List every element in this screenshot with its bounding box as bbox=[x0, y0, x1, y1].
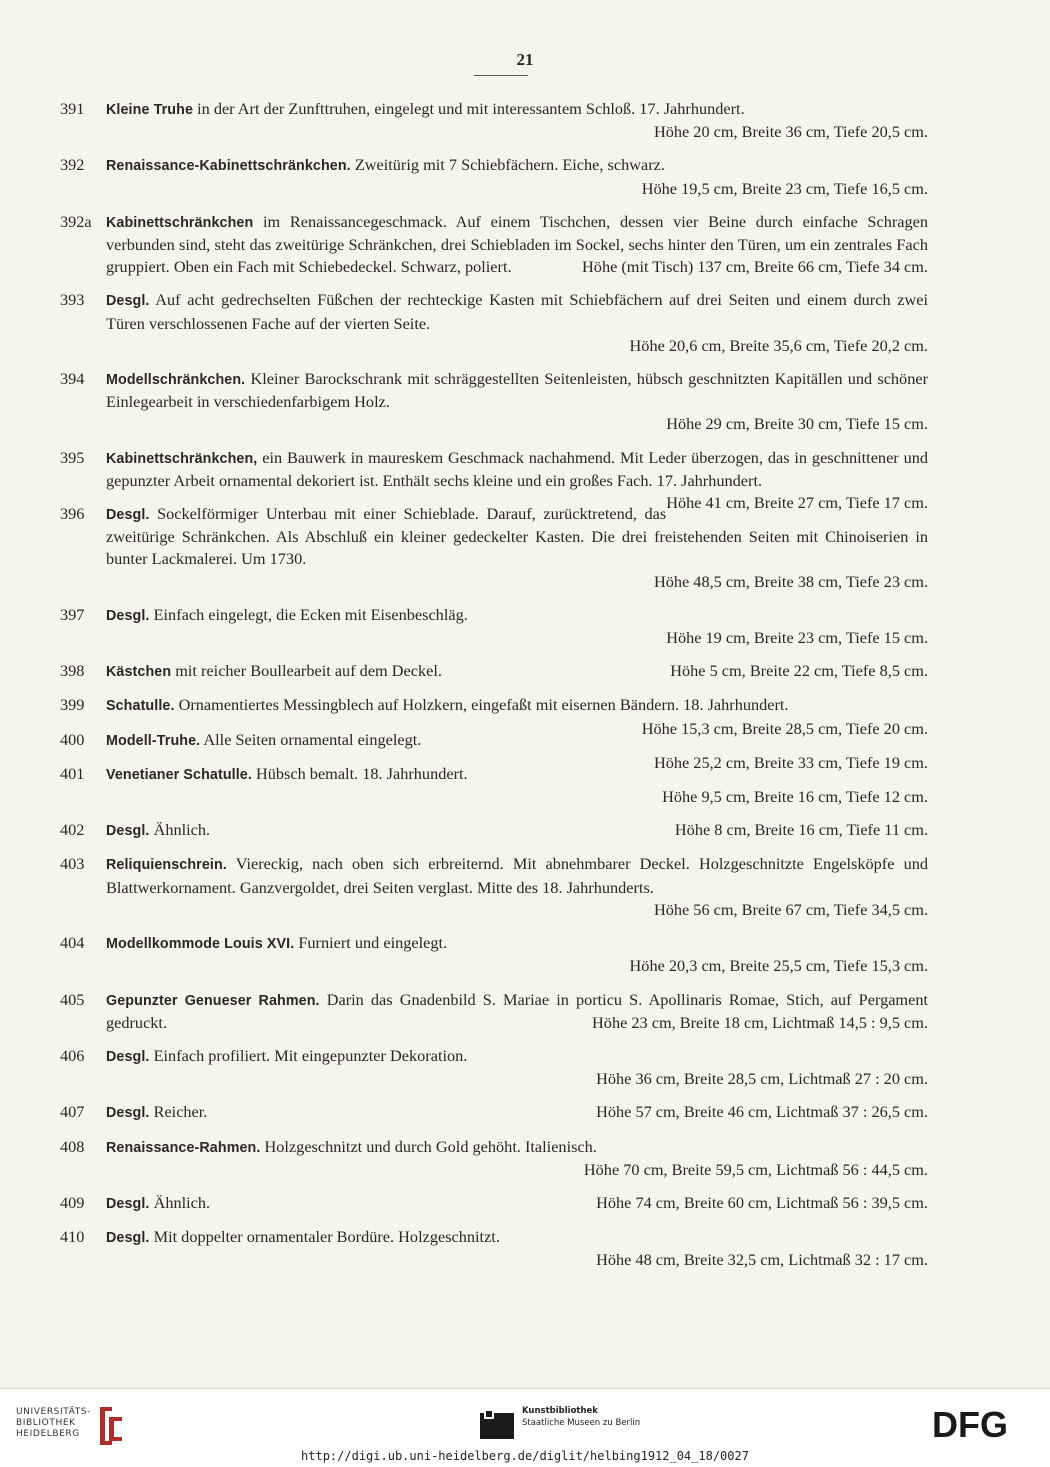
catalog-entry bbox=[60, 729, 928, 772]
entry-number: 396 bbox=[60, 504, 85, 524]
page-number: 21 bbox=[516, 50, 534, 69]
entry-description bbox=[106, 853, 928, 898]
university-library-logo[interactable] bbox=[16, 1407, 100, 1440]
entry-number: 392a bbox=[60, 211, 92, 231]
entry-description bbox=[106, 503, 928, 571]
entry-text: Auf acht gedrechselten Füßchen der rechteckige Kasten mit Schiebfächern auf drei Seiten und einem durch zwei Türen verschlossenen Fache auf der vierten Seite. bbox=[106, 290, 928, 333]
entry-title: Desgl. bbox=[106, 1195, 150, 1212]
entry-number: 401 bbox=[60, 763, 85, 783]
entry-number: 398 bbox=[60, 661, 85, 681]
entry-text: Viereckig, nach oben sich erbreiternd. Mit abnehmbarer Deckel. Holzgeschnitzte Engelsköpfe und Blattwerkornament. Ganzvergoldet, drei Seiten verglast. Mitte des 18. Jahrhunderts. bbox=[106, 854, 928, 897]
entry-description bbox=[106, 660, 928, 683]
entry-dimensions: Höhe 48,5 cm, Breite 38 cm, Tiefe 23 cm. bbox=[653, 571, 928, 591]
entry-description bbox=[106, 932, 928, 955]
entry-title: Gepunzter Genueser Rahmen. bbox=[106, 992, 320, 1009]
entry-dimensions: Höhe 36 cm, Breite 28,5 cm, Lichtmaß 27 : 20 cm. bbox=[596, 1069, 928, 1089]
entry-title: Renaissance-Rahmen. bbox=[106, 1139, 261, 1156]
entry-title: Kleine Truhe bbox=[106, 102, 194, 118]
entry-number: 400 bbox=[60, 729, 85, 749]
entry-number: 399 bbox=[60, 695, 85, 715]
catalog-entry bbox=[60, 763, 928, 808]
entry-dimensions: Höhe 20,6 cm, Breite 35,6 cm, Tiefe 20,2 cm. bbox=[629, 335, 928, 355]
entry-dimensions: Höhe 29 cm, Breite 30 cm, Tiefe 15 cm. bbox=[666, 414, 928, 434]
entry-description bbox=[106, 1226, 928, 1249]
entry-text: Mit doppelter ornamentaler Bordüre. Holzgeschnitzt. bbox=[149, 1227, 500, 1247]
catalog-entry bbox=[60, 154, 928, 199]
entry-description bbox=[106, 1101, 928, 1124]
entry-description bbox=[106, 763, 928, 786]
entry-text: Einfach eingelegt, die Ecken mit Eisenbeschläg. bbox=[149, 604, 468, 624]
catalog-entry bbox=[60, 660, 928, 683]
entry-number: 404 bbox=[60, 933, 85, 953]
catalog-entry bbox=[60, 1192, 928, 1215]
entry-description bbox=[106, 98, 928, 121]
catalog-entry bbox=[60, 503, 928, 593]
entry-description bbox=[106, 447, 928, 513]
dfg-logo-text: DFG bbox=[932, 1407, 1008, 1441]
entry-dimensions: Höhe 19 cm, Breite 23 cm, Tiefe 15 cm. bbox=[666, 628, 928, 648]
entry-text: im Renaissancegeschmack. Auf einem Tischchen, dessen vier Beine durch einfache Schragen verbunden sind, steht das zweitürige Schränkchen, drei Schiebladen im Sockel, sechs hinter den Türen, um ein zentrales Fach gruppiert. Oben ein Fach mit Schiebedeckel. Schwarz, poliert. bbox=[106, 211, 928, 277]
entry-number: 391 bbox=[60, 99, 85, 118]
catalog-entry bbox=[60, 1101, 928, 1124]
entry-title: Desgl. bbox=[106, 823, 150, 840]
kunstbibliothek-subtitle: Staatliche Museen zu Berlin bbox=[522, 1418, 641, 1428]
entry-title: Desgl. bbox=[106, 1105, 150, 1122]
entry-dimensions: Höhe 23 cm, Breite 18 cm, Lichtmaß 14,5 : 9,5 cm. bbox=[592, 1012, 928, 1032]
catalog-entry bbox=[60, 1226, 928, 1271]
entry-description bbox=[106, 989, 928, 1034]
entry-title: Desgl. bbox=[106, 507, 150, 524]
university-line: HEIDELBERG bbox=[16, 1429, 80, 1439]
kunstbibliothek-logo[interactable] bbox=[522, 1405, 640, 1429]
catalog-entry bbox=[60, 1045, 928, 1090]
entry-dimensions: Höhe 48 cm, Breite 32,5 cm, Lichtmaß 32 : 17 cm. bbox=[596, 1250, 928, 1270]
entry-text: Hübsch bemalt. 18. Jahrhundert. bbox=[251, 763, 468, 783]
entry-number: 395 bbox=[60, 447, 85, 467]
catalog-entry bbox=[60, 211, 928, 279]
entry-text: Darin das Gnadenbild S. Mariae in porticu S. Apollinaris Romae, Stich, auf Pergament gedruckt. bbox=[106, 989, 928, 1032]
entry-description bbox=[106, 1136, 928, 1159]
entry-title: Modell-Truhe. bbox=[106, 732, 201, 749]
entry-dimensions: Höhe 41 cm, Breite 27 cm, Tiefe 17 cm. bbox=[666, 493, 928, 513]
entry-dimensions: Höhe 74 cm, Breite 60 cm, Lichtmaß 56 : 39,5 cm. bbox=[596, 1192, 928, 1212]
entry-title: Kabinettschränkchen, bbox=[106, 450, 258, 467]
entry-dimensions: Höhe 8 cm, Breite 16 cm, Tiefe 11 cm. bbox=[674, 820, 928, 840]
entry-text: Zweitürig mit 7 Schiebfächern. Eiche, schwarz. bbox=[350, 155, 665, 175]
entry-description bbox=[106, 211, 928, 279]
entry-number: 408 bbox=[60, 1136, 85, 1156]
entry-dimensions: Höhe 70 cm, Breite 59,5 cm, Lichtmaß 56 : 44,5 cm. bbox=[583, 1159, 928, 1179]
entry-number: 410 bbox=[60, 1227, 85, 1247]
entry-title: Modellkommode Louis XVI. bbox=[106, 936, 295, 953]
entry-text: Alle Seiten ornamental eingelegt. bbox=[200, 729, 422, 749]
entry-title: Reliquienschrein. bbox=[106, 857, 227, 874]
page-number-rule bbox=[474, 75, 528, 76]
entry-text: Holzgeschnitzt und durch Gold gehöht. Italienisch. bbox=[260, 1136, 597, 1156]
kunstbibliothek-title: Kunstbibliothek bbox=[522, 1406, 598, 1416]
entry-dimensions: Höhe 15,3 cm, Breite 28,5 cm, Tiefe 20 cm. bbox=[641, 718, 928, 738]
entry-dimensions: Höhe 19,5 cm, Breite 23 cm, Tiefe 16,5 cm. bbox=[641, 178, 928, 198]
page-url-link[interactable]: http://digi.ub.uni-heidelberg.de/diglit/helbing1912_04_18/0027 bbox=[301, 1449, 749, 1463]
entry-text: ein Bauwerk in maureskem Geschmack nachahmend. Mit Leder überzogen, das in geschnittener und gepunzter Arbeit ornamental dekoriert ist. Enthält sechs kleine und ein großes Fach. 17. Jahrhundert. bbox=[106, 447, 928, 490]
entry-title: Desgl. bbox=[106, 293, 150, 310]
entry-text: Kleiner Barockschrank mit schräggestellten Seitenleisten, hübsch geschnitzten Kapitällen und schöner Einlegearbeit in verschiedenfarbigem Holz. bbox=[106, 369, 928, 412]
entry-title: Desgl. bbox=[106, 607, 150, 624]
entry-description bbox=[106, 729, 928, 772]
footer-bar bbox=[0, 1388, 1050, 1467]
entry-text: mit reicher Boullearbeit auf dem Deckel. bbox=[171, 661, 442, 681]
entry-text: Reicher. bbox=[149, 1102, 208, 1122]
university-line: BIBLIOTHEK bbox=[16, 1418, 76, 1428]
entry-title: Kästchen bbox=[106, 664, 172, 681]
entry-dimensions: Höhe 5 cm, Breite 22 cm, Tiefe 8,5 cm. bbox=[670, 661, 928, 681]
entry-title: Desgl. bbox=[106, 1048, 150, 1065]
entry-number: 405 bbox=[60, 989, 85, 1009]
entry-text: Sockelförmiger Unterbau mit einer Schieblade. Darauf, zurücktretend, das zweitürige Schränkchen. Als Abschluß ein kleiner gedeckelter Kasten. Die drei freistehenden Seiten mit Chinoiserien in bunter Lackmalerei. Um 1730. bbox=[106, 504, 928, 569]
entry-number: 406 bbox=[60, 1045, 85, 1065]
entry-text: Ornamentiertes Messingblech auf Holzkern, eingefaßt mit eisernen Bändern. 18. Jahrhundert. bbox=[174, 695, 789, 715]
entry-description bbox=[106, 154, 928, 177]
catalog-entry bbox=[60, 989, 928, 1034]
entry-description bbox=[106, 819, 928, 842]
catalog-entry bbox=[60, 694, 928, 738]
catalog-entry bbox=[60, 98, 928, 143]
catalog-entry bbox=[60, 932, 928, 977]
entry-dimensions: Höhe (mit Tisch) 137 cm, Breite 66 cm, Tiefe 34 cm. bbox=[582, 257, 928, 277]
kunstbibliothek-icon bbox=[480, 1409, 514, 1439]
university-emblem-icon bbox=[96, 1403, 126, 1449]
entry-number: 402 bbox=[60, 820, 85, 840]
entry-number: 407 bbox=[60, 1102, 85, 1122]
entry-title: Renaissance-Kabinettschränkchen. bbox=[106, 158, 351, 175]
entry-description bbox=[106, 694, 928, 738]
entry-number: 392 bbox=[60, 155, 85, 175]
entry-title: Modellschränkchen. bbox=[106, 372, 246, 389]
entry-title: Kabinettschränkchen bbox=[106, 214, 254, 231]
catalog-entry bbox=[60, 368, 928, 436]
entry-text: in der Art der Zunfttruhen, eingelegt und mit interessantem Schloß. 17. Jahrhundert. bbox=[193, 99, 745, 118]
catalog-entry bbox=[60, 853, 928, 921]
catalog-entry bbox=[60, 447, 928, 513]
entry-title: Desgl. bbox=[106, 1230, 150, 1247]
entry-dimensions: Höhe 57 cm, Breite 46 cm, Lichtmaß 37 : 26,5 cm. bbox=[596, 1102, 928, 1122]
entry-text: Ähnlich. bbox=[149, 820, 211, 840]
entry-number: 393 bbox=[60, 290, 85, 310]
entry-description bbox=[106, 368, 928, 413]
entry-description bbox=[106, 1045, 928, 1068]
entry-number: 409 bbox=[60, 1192, 85, 1212]
catalog-entries bbox=[60, 98, 928, 1283]
entry-description bbox=[106, 289, 928, 334]
entry-dimensions: Höhe 56 cm, Breite 67 cm, Tiefe 34,5 cm. bbox=[653, 899, 928, 919]
dfg-logo-icon[interactable] bbox=[932, 1407, 1036, 1441]
entry-description bbox=[106, 604, 928, 627]
entry-dimensions: Höhe 20 cm, Breite 36 cm, Tiefe 20,5 cm. bbox=[653, 122, 928, 142]
entry-number: 397 bbox=[60, 604, 85, 624]
entry-number: 403 bbox=[60, 854, 85, 874]
catalog-entry bbox=[60, 604, 928, 649]
entry-text: Einfach profiliert. Mit eingepunzter Dekoration. bbox=[149, 1045, 468, 1065]
entry-title: Schatulle. bbox=[106, 698, 175, 715]
university-line: UNIVERSITÄTS- bbox=[16, 1407, 91, 1417]
entry-dimensions: Höhe 9,5 cm, Breite 16 cm, Tiefe 12 cm. bbox=[662, 787, 928, 807]
catalog-entry bbox=[60, 289, 928, 357]
entry-text: Furniert und eingelegt. bbox=[294, 933, 448, 953]
catalog-entry bbox=[60, 1136, 928, 1181]
entry-number: 394 bbox=[60, 369, 85, 389]
entry-description bbox=[106, 1192, 928, 1215]
entry-dimensions: Höhe 25,2 cm, Breite 33 cm, Tiefe 19 cm. bbox=[653, 752, 928, 772]
entry-dimensions: Höhe 20,3 cm, Breite 25,5 cm, Tiefe 15,3 cm. bbox=[629, 956, 928, 976]
entry-text: Ähnlich. bbox=[149, 1192, 211, 1212]
catalog-entry bbox=[60, 819, 928, 842]
entry-title: Venetianer Schatulle. bbox=[106, 766, 252, 783]
